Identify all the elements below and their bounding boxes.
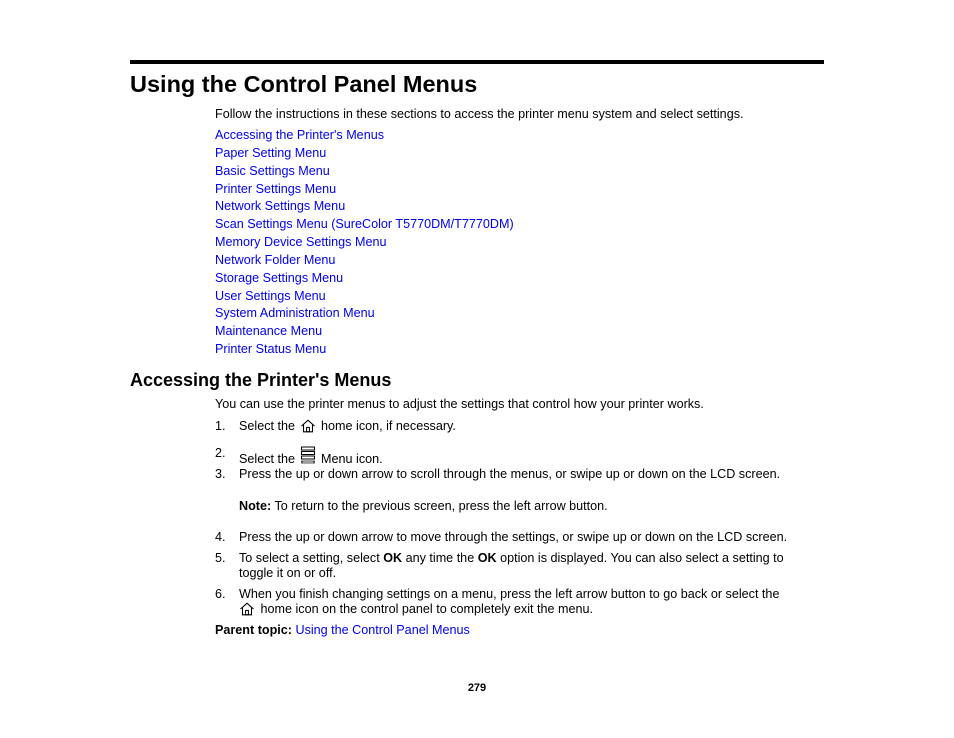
home-icon: [300, 419, 316, 437]
note: [239, 499, 608, 514]
toc-link-basic-settings[interactable]: Basic Settings Menu: [215, 163, 330, 178]
parent-topic: [215, 623, 470, 638]
toc-item: [215, 289, 514, 307]
toc-item: [215, 235, 514, 253]
section-title: Accessing the Printer's Menus: [130, 370, 392, 390]
note-label: Note:: [239, 499, 272, 513]
toc-list: [215, 128, 514, 360]
toc-link-network-settings[interactable]: Network Settings Menu: [215, 199, 346, 214]
toc-item: [215, 253, 514, 271]
section-intro: You can use the printer menus to adjust the settings that control how your printer works.: [215, 397, 704, 411]
page-title: Using the Control Panel Menus: [130, 71, 478, 97]
step-1-text-before: Select the: [239, 419, 296, 433]
step-5-text-a: To select a setting, select: [239, 551, 380, 565]
toc-link-printer-status[interactable]: Printer Status Menu: [215, 342, 327, 357]
step-1-text-after: home icon, if necessary.: [321, 419, 456, 433]
toc-item: [215, 324, 514, 342]
step-3-text: Press the up or down arrow to scroll through the menus, or swipe up or down on the LCD screen.: [239, 467, 781, 481]
toc-item: [215, 164, 514, 182]
top-rule: [130, 60, 824, 64]
step-6-number: 6.: [215, 587, 226, 601]
toc-link-system-administration[interactable]: System Administration Menu: [215, 306, 375, 321]
toc-link-storage-settings[interactable]: Storage Settings Menu: [215, 270, 344, 285]
toc-item: [215, 182, 514, 200]
step-4-number: 4.: [215, 530, 226, 544]
step-2-number: 2.: [215, 446, 226, 460]
toc-item: [215, 342, 514, 360]
toc-link-network-folder[interactable]: Network Folder Menu: [215, 252, 336, 267]
step-2-text-before: Select the: [239, 452, 296, 466]
toc-link-memory-device[interactable]: Memory Device Settings Menu: [215, 235, 387, 250]
menu-icon: [300, 446, 316, 468]
parent-topic-link[interactable]: Using the Control Panel Menus: [295, 623, 470, 637]
step-5-text-c: option is displayed. You can also select a setting to: [500, 551, 784, 565]
toc-item: [215, 146, 514, 164]
ok-label: OK: [477, 551, 497, 565]
home-icon: [239, 602, 255, 620]
step-1: [239, 419, 456, 437]
toc-link-scan-settings[interactable]: Scan Settings Menu (SureColor T5770DM/T7770DM): [215, 217, 514, 232]
step-6-line-1: When you finish changing settings on a menu, press the left arrow button to go back or select the: [239, 587, 780, 601]
intro-text: Follow the instructions in these sections to access the printer menu system and select settings.: [215, 107, 744, 121]
toc-link-accessing-menus[interactable]: Accessing the Printer's Menus: [215, 128, 384, 142]
toc-link-user-settings[interactable]: User Settings Menu: [215, 288, 326, 303]
toc-item: [215, 271, 514, 289]
step-5-line-1: [239, 551, 784, 566]
step-2-text-after: Menu icon.: [321, 452, 383, 466]
step-1-number: 1.: [215, 419, 226, 433]
toc-link-printer-settings[interactable]: Printer Settings Menu: [215, 181, 337, 196]
ok-label: OK: [383, 551, 403, 565]
note-text: To return to the previous screen, press the left arrow button.: [274, 499, 608, 513]
parent-topic-label: Parent topic:: [215, 623, 292, 637]
step-5-line-2: toggle it on or off.: [239, 566, 337, 580]
step-6-line-2: [239, 602, 593, 620]
step-2: [239, 446, 383, 468]
toc-item: [215, 128, 514, 146]
toc-item: [215, 217, 514, 235]
step-6-text: home icon on the control panel to completely exit the menu.: [260, 602, 594, 616]
step-4-text: Press the up or down arrow to move through the settings, or swipe up or down on the LCD screen.: [239, 530, 788, 544]
toc-link-maintenance[interactable]: Maintenance Menu: [215, 324, 323, 339]
toc-link-paper-setting[interactable]: Paper Setting Menu: [215, 145, 327, 160]
toc-item: [215, 306, 514, 324]
step-5-text-b: any time the: [405, 551, 475, 565]
step-5-number: 5.: [215, 551, 226, 565]
toc-item: [215, 199, 514, 217]
page-number: 279: [467, 682, 487, 694]
step-3-number: 3.: [215, 467, 226, 481]
